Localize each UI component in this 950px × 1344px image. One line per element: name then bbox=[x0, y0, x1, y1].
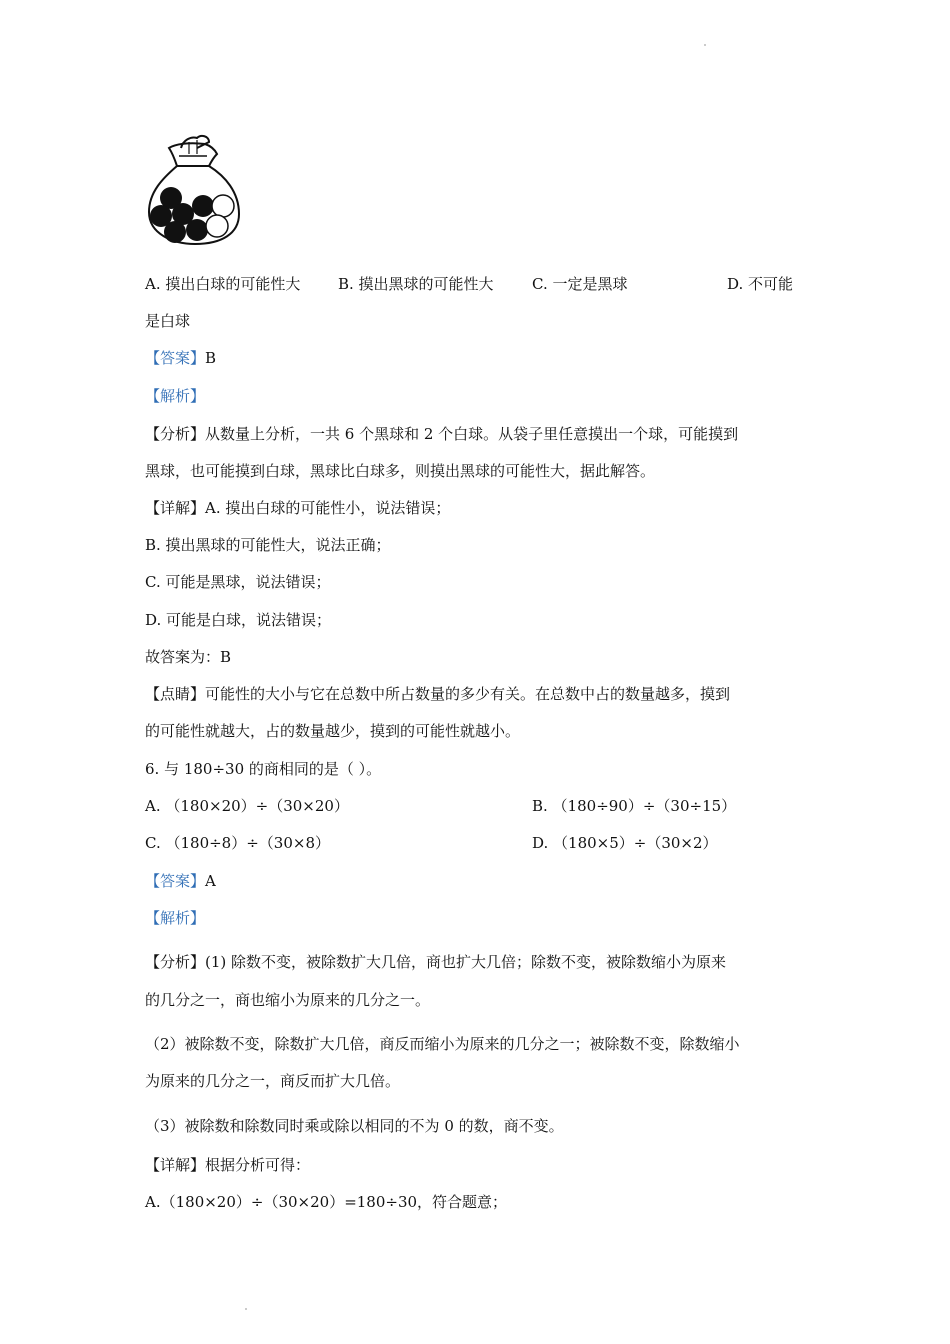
page-dot-bottom bbox=[245, 1308, 247, 1310]
q6-answer bbox=[145, 871, 216, 891]
q6-option-d: D. （180×5）÷（30×2） bbox=[532, 834, 718, 852]
q6-analysis-line-3: （2）被除数不变，除数扩大几倍，商反而缩小为原来的几分之一；被除数不变，除数缩小 bbox=[145, 1035, 740, 1053]
q5-option-d-continued: 是白球 bbox=[145, 312, 191, 330]
page-dot-top bbox=[704, 44, 706, 46]
black-ball bbox=[192, 195, 214, 217]
q6-option-b: B. （180÷90）÷（30÷15） bbox=[532, 797, 737, 815]
bag-neck bbox=[169, 143, 217, 166]
answer-value: A bbox=[205, 872, 216, 890]
q5-dianjing-line-2: 的可能性就越大，占的数量越少，摸到的可能性就越小。 bbox=[145, 722, 521, 740]
q6-option-a: A. （180×20）÷（30×20） bbox=[145, 797, 349, 815]
q5-option-c: C. 一定是黑球 bbox=[532, 275, 628, 293]
answer-value: B bbox=[205, 349, 217, 367]
answer-tag: 【答案】 bbox=[145, 349, 206, 367]
black-ball bbox=[186, 219, 208, 241]
ball-bag-illustration bbox=[145, 130, 245, 250]
q6-jiexi-tag: 【解析】 bbox=[145, 909, 206, 927]
q6-question: 6. 与 180÷30 的商相同的是（ ）。 bbox=[145, 760, 382, 778]
q5-detail-line-4: D. 可能是白球，说法错误； bbox=[145, 611, 332, 629]
q6-detail-line-2: A.（180×20）÷（30×20）=180÷30，符合题意； bbox=[145, 1193, 508, 1211]
bag-knot bbox=[181, 136, 209, 148]
q6-analysis-line-1: 【分析】(1) 除数不变，被除数扩大几倍，商也扩大几倍；除数不变，被除数缩小为原来 bbox=[145, 953, 727, 971]
q5-detail-line-1: 【详解】A. 摸出白球的可能性小，说法错误； bbox=[145, 499, 451, 517]
q6-detail-line-1: 【详解】根据分析可得： bbox=[145, 1156, 311, 1174]
black-ball bbox=[164, 221, 186, 243]
q5-detail-line-5: 故答案为：B bbox=[145, 648, 232, 666]
white-ball bbox=[212, 195, 234, 217]
q6-option-c: C. （180÷8）÷（30×8） bbox=[145, 834, 330, 852]
q5-option-a: A. 摸出白球的可能性大 bbox=[145, 275, 301, 293]
q5-option-b: B. 摸出黑球的可能性大 bbox=[338, 275, 494, 293]
q5-detail-line-2: B. 摸出黑球的可能性大，说法正确； bbox=[145, 536, 391, 554]
q5-dianjing-line-1: 【点睛】可能性的大小与它在总数中所占数量的多少有关。在总数中占的数量越多，摸到 bbox=[145, 685, 731, 703]
q5-analysis-line-1: 【分析】从数量上分析，一共 6 个黑球和 2 个白球。从袋子里任意摸出一个球，可能摸到 bbox=[145, 425, 739, 443]
q5-jiexi-tag: 【解析】 bbox=[145, 387, 206, 405]
q5-analysis-line-2: 黑球，也可能摸到白球，黑球比白球多，则摸出黑球的可能性大，据此解答。 bbox=[145, 462, 656, 480]
answer-tag: 【答案】 bbox=[145, 872, 206, 890]
white-ball bbox=[206, 215, 228, 237]
q6-analysis-line-2: 的几分之一，商也缩小为原来的几分之一。 bbox=[145, 991, 431, 1009]
q6-analysis-line-5: （3）被除数和除数同时乘或除以相同的不为 0 的数，商不变。 bbox=[145, 1117, 564, 1135]
q6-analysis-line-4: 为原来的几分之一，商反而扩大几倍。 bbox=[145, 1072, 401, 1090]
q5-option-d: D. 不可能 bbox=[727, 275, 794, 293]
q5-detail-line-3: C. 可能是黑球，说法错误； bbox=[145, 573, 331, 591]
q5-answer bbox=[145, 348, 216, 368]
